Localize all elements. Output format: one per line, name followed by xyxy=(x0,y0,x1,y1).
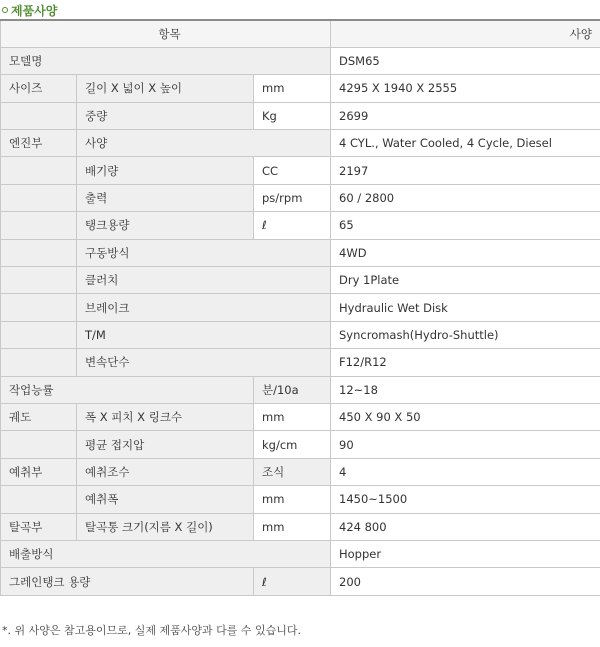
row-item: 배기량 xyxy=(77,157,254,184)
row-category-blank xyxy=(1,184,77,211)
section-title-text: 제품사양 xyxy=(11,3,58,18)
table-row xyxy=(1,376,600,403)
row-item: 출력 xyxy=(77,184,254,211)
row-unit: ℓ xyxy=(254,568,331,595)
row-value: Hopper xyxy=(331,540,600,567)
table-row xyxy=(1,294,600,321)
table-row xyxy=(1,102,600,129)
row-value: F12/R12 xyxy=(331,349,600,376)
row-value: 450 X 90 X 50 xyxy=(331,403,600,430)
table-row xyxy=(1,513,600,540)
row-value: Syncromash(Hydro-Shuttle) xyxy=(331,321,600,348)
row-value: 4295 X 1940 X 2555 xyxy=(331,75,600,102)
row-item: 클러치 xyxy=(77,267,331,294)
header-item: 항목 xyxy=(1,20,331,47)
row-item: 길이 X 넓이 X 높이 xyxy=(77,75,254,102)
row-category-blank xyxy=(1,157,77,184)
row-category-blank xyxy=(1,239,77,266)
table-row xyxy=(1,431,600,458)
table-row xyxy=(1,458,600,485)
row-category-blank xyxy=(1,431,77,458)
table-row xyxy=(1,212,600,239)
table-row xyxy=(1,568,600,595)
row-category-blank xyxy=(1,212,77,239)
table-header-row xyxy=(1,20,600,47)
row-item: T/M xyxy=(77,321,331,348)
row-unit: kg/cm xyxy=(254,431,331,458)
row-unit: CC xyxy=(254,157,331,184)
row-unit: mm xyxy=(254,486,331,513)
row-value: 2699 xyxy=(331,102,600,129)
table-row xyxy=(1,75,600,102)
section-title xyxy=(2,2,57,18)
spec-table xyxy=(0,19,600,596)
row-unit: 조식 xyxy=(254,458,331,485)
table-row xyxy=(1,239,600,266)
row-value: 4WD xyxy=(331,239,600,266)
row-label: 모델명 xyxy=(1,47,331,74)
row-unit: mm xyxy=(254,75,331,102)
row-item: 예취폭 xyxy=(77,486,254,513)
row-unit: 분/10a xyxy=(254,376,331,403)
row-category-blank xyxy=(1,321,77,348)
row-value: DSM65 xyxy=(331,47,600,74)
row-value: 90 xyxy=(331,431,600,458)
row-item: 탈곡통 크기(지름 X 길이) xyxy=(77,513,254,540)
row-unit: ps/rpm xyxy=(254,184,331,211)
row-value: 4 CYL., Water Cooled, 4 Cycle, Diesel xyxy=(331,130,600,157)
row-item: 구동방식 xyxy=(77,239,331,266)
row-item: 탱크용량 xyxy=(77,212,254,239)
row-value: Hydraulic Wet Disk xyxy=(331,294,600,321)
row-value: 2197 xyxy=(331,157,600,184)
row-item: 사양 xyxy=(77,130,331,157)
row-item: 브레이크 xyxy=(77,294,331,321)
table-row xyxy=(1,47,600,74)
row-label: 그레인탱크 용량 xyxy=(1,568,254,595)
table-row xyxy=(1,267,600,294)
row-value: 65 xyxy=(331,212,600,239)
row-item: 변속단수 xyxy=(77,349,331,376)
row-value: 12~18 xyxy=(331,376,600,403)
row-label: 작업능률 xyxy=(1,376,254,403)
row-unit: ℓ xyxy=(254,212,331,239)
header-spec: 사양 xyxy=(331,20,600,47)
row-value: 4 xyxy=(331,458,600,485)
row-value: 60 / 2800 xyxy=(331,184,600,211)
row-item: 예취조수 xyxy=(77,458,254,485)
row-category: 사이즈 xyxy=(1,75,77,102)
row-value: 1450~1500 xyxy=(331,486,600,513)
disclaimer-note: *. 위 사양은 참고용이므로, 실제 제품사양과 다를 수 있습니다. xyxy=(2,624,301,637)
row-value: Dry 1Plate xyxy=(331,267,600,294)
table-row xyxy=(1,321,600,348)
row-category-blank xyxy=(1,349,77,376)
table-row xyxy=(1,349,600,376)
row-unit: mm xyxy=(254,513,331,540)
row-value: 200 xyxy=(331,568,600,595)
row-item: 중량 xyxy=(77,102,254,129)
row-category: 탈곡부 xyxy=(1,513,77,540)
row-category-blank xyxy=(1,294,77,321)
row-value: 424 800 xyxy=(331,513,600,540)
row-unit: mm xyxy=(254,403,331,430)
row-item: 평균 접지압 xyxy=(77,431,254,458)
row-item: 폭 X 피치 X 링크수 xyxy=(77,403,254,430)
row-category: 엔진부 xyxy=(1,130,77,157)
row-category-blank xyxy=(1,486,77,513)
row-category-blank xyxy=(1,267,77,294)
table-row xyxy=(1,157,600,184)
row-category: 궤도 xyxy=(1,403,77,430)
table-row xyxy=(1,184,600,211)
row-category: 예취부 xyxy=(1,458,77,485)
row-unit: Kg xyxy=(254,102,331,129)
row-category-blank xyxy=(1,102,77,129)
table-row xyxy=(1,130,600,157)
table-row xyxy=(1,540,600,567)
bullet-icon xyxy=(2,7,8,13)
table-row xyxy=(1,486,600,513)
table-row xyxy=(1,403,600,430)
row-label: 배출방식 xyxy=(1,540,331,567)
